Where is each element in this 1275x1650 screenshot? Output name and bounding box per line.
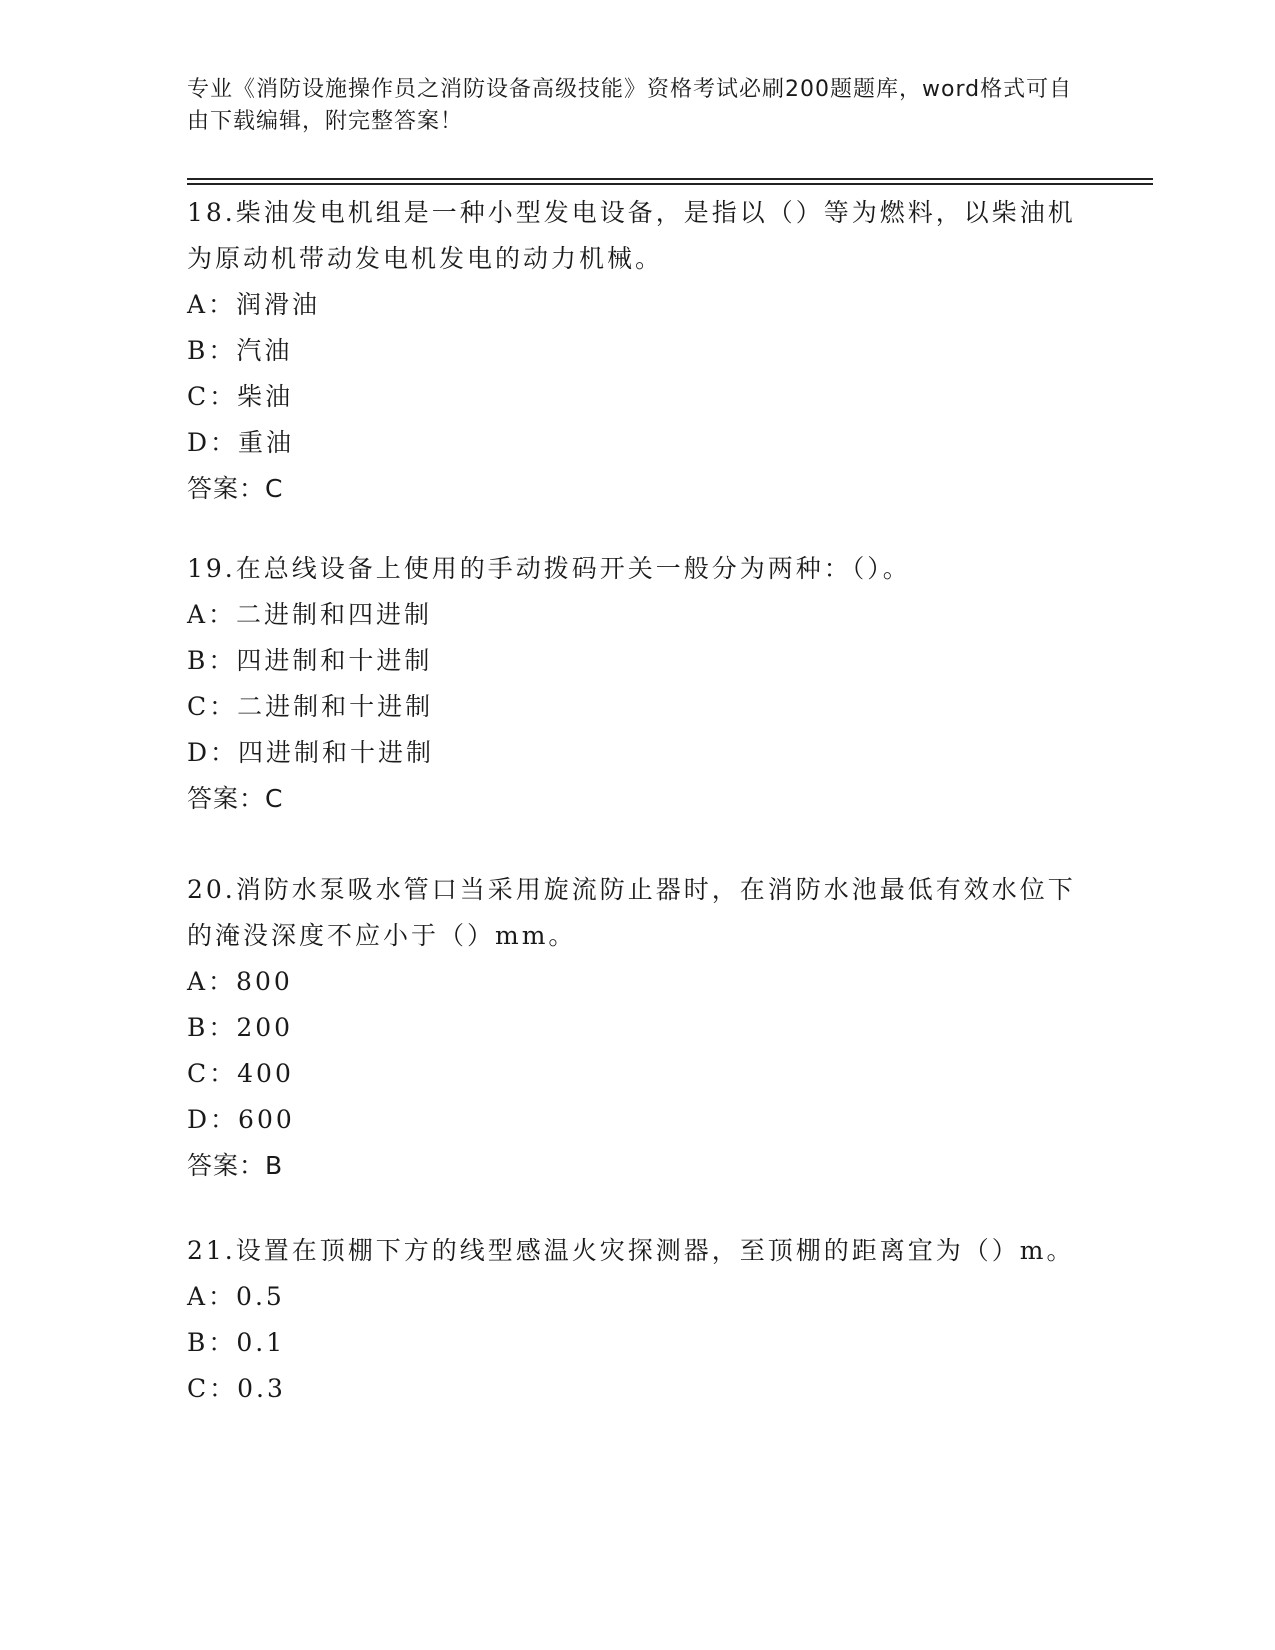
option-d: D：四进制和十进制 [187,738,435,767]
option-b: B：四进制和十进制 [187,646,433,675]
question-21 [187,1228,1077,1412]
question-20 [187,867,1077,1189]
header-divider-top [187,178,1153,180]
question-stem: 19.在总线设备上使用的手动拨码开关一般分为两种：（）。 [187,554,911,583]
question-stem: 21.设置在顶棚下方的线型感温火灾探测器，至顶棚的距离宜为（）m。 [187,1236,1075,1265]
option-c: C：400 [187,1059,294,1088]
option-a: A：0.5 [187,1282,285,1311]
option-c: C：二进制和十进制 [187,692,434,721]
question-18 [187,190,1077,512]
option-c: C：0.3 [187,1374,286,1403]
question-19 [187,546,1077,822]
header-divider-bottom [187,183,1153,185]
answer-line: 答案：B [187,1151,284,1180]
answer-line: 答案：C [187,474,284,503]
option-a: A：润滑油 [187,290,321,319]
option-b: B：汽油 [187,336,293,365]
question-stem: 20.消防水泵吸水管口当采用旋流防止器时，在消防水池最低有效水位下的淹没深度不应小于（）mm。 [187,875,1076,950]
option-a: A：二进制和四进制 [187,600,433,629]
option-c: C：柴油 [187,382,294,411]
option-b: B：200 [187,1013,294,1042]
option-a: A：800 [187,967,293,996]
option-d: D：600 [187,1105,295,1134]
document-header: 专业《消防设施操作员之消防设备高级技能》资格考试必刷200题题库，word格式可自由下载编辑，附完整答案！ [187,77,1073,134]
answer-line: 答案：C [187,784,284,813]
option-d: D：重油 [187,428,295,457]
option-b: B：0.1 [187,1328,286,1357]
question-stem: 18.柴油发电机组是一种小型发电设备，是指以（）等为燃料，以柴油机为原动机带动发电机发电的动力机械。 [187,198,1076,273]
